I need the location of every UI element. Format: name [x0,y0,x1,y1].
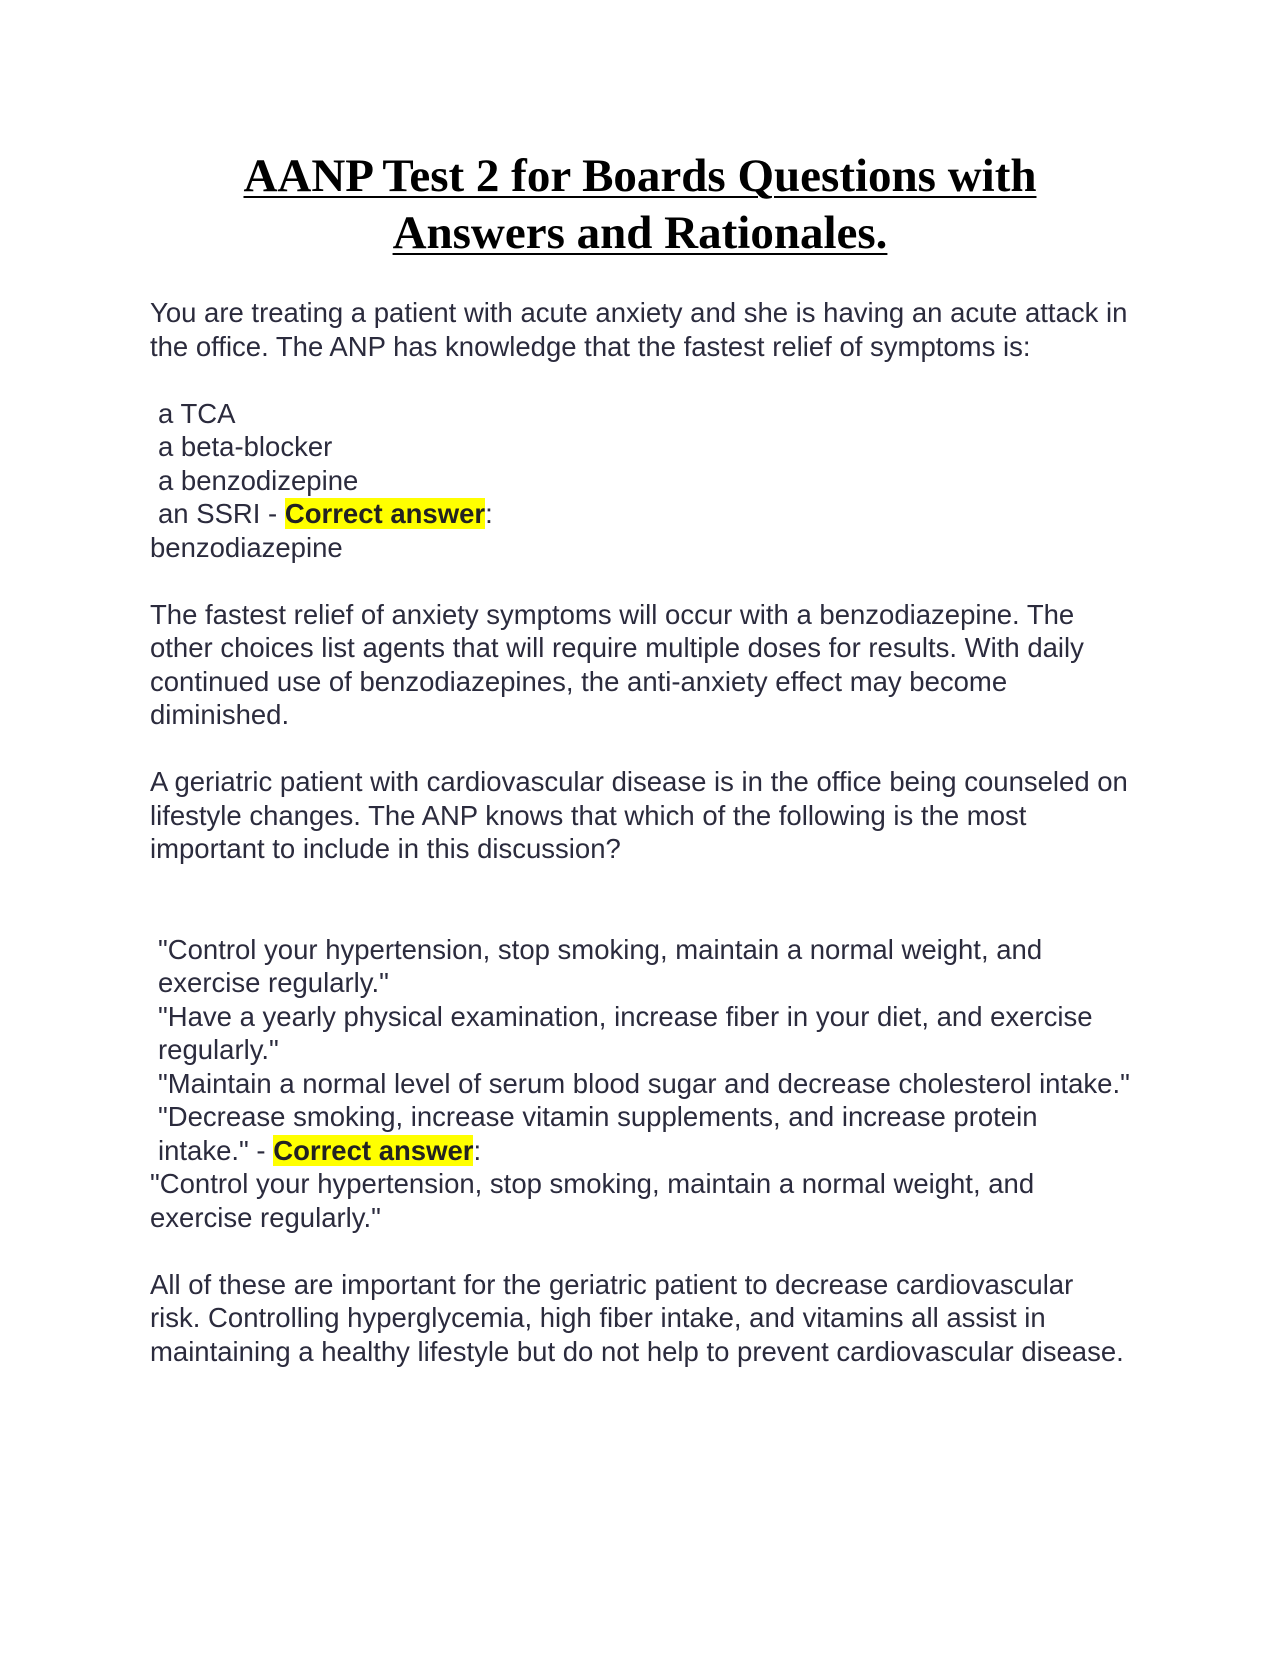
answer-option-text: an SSRI [158,498,261,529]
correct-answer-label: Correct answer [273,1134,474,1166]
answer-separator: - [248,1134,274,1166]
rationale: The fastest relief of anxiety symptoms will occur with a benzodiazepine. The other choices list agents that will require multiple doses for results. With daily continued use of benzodiazepines, the anti-anxiety effect may become diminished. [150,598,1084,730]
answer-option-text: "Decrease smoking, increase vitamin supplements, and increase protein intake." [158,1101,1038,1166]
answer-option: "Have a yearly physical examination, increase fiber in your diet, and exercise regularly." [158,1000,1093,1065]
title-line-1: AANP Test 2 for Boards Questions with [243,150,1037,202]
correct-answer-label: Correct answer [284,498,486,529]
answer-option-with-key [150,497,1130,531]
answer-colon: : [473,1134,482,1166]
question-block-1 [150,296,1130,732]
answer-colon: : [485,498,493,529]
answer-separator: - [260,498,285,529]
answer-option: a TCA [158,397,236,429]
answer-option: "Control your hypertension, stop smoking, maintain a normal weight, and exercise regularly." [158,933,1043,998]
answer-option: a beta-blocker [158,431,333,462]
question-stem: A geriatric patient with cardiovascular disease is in the office being counseled on lifestyle changes. The ANP knows that which of the following is the most important to include in this discussion? [150,766,1128,864]
answer-option: a benzodizepine [158,464,359,496]
document-title [150,148,1130,262]
document-page [150,148,1130,1368]
question-block-2 [150,765,1130,1368]
rationale: All of these are important for the geriatric patient to decrease cardiovascular risk. Controlling hyperglycemia, high fiber intake, and vitamins all assist in maintaining a healthy lifestyle but do not help to prevent cardiovascular disease. [150,1268,1124,1367]
answer-option-with-key [150,1100,1130,1167]
correct-answer-text: benzodiazepine [150,531,343,563]
title-line-2: Answers and Rationales. [392,207,888,259]
answer-option: "Maintain a normal level of serum blood sugar and decrease cholesterol intake." [158,1067,1130,1099]
question-stem: You are treating a patient with acute anxiety and she is having an acute attack in the office. The ANP has knowledge that the fastest relief of symptoms is: [150,297,1128,362]
correct-answer-text: "Control your hypertension, stop smoking, maintain a normal weight, and exercise regularly." [150,1168,1035,1233]
